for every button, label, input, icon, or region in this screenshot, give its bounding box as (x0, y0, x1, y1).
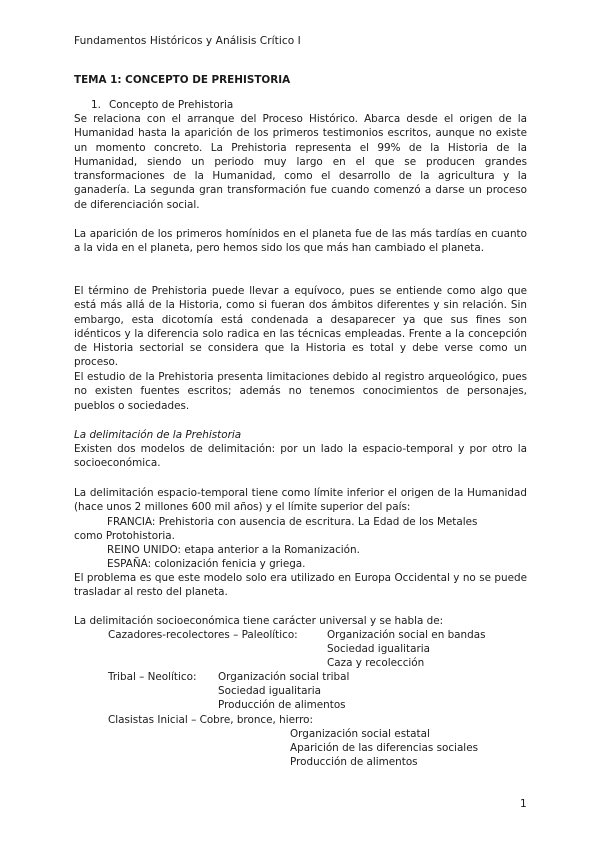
paragraph-spatial-temporal: La delimitación espacio-temporal tiene como límite inferior el origen de la Humanidad (hace unos 2 millones 600 mil años) y el límite superior del país: (74, 487, 527, 514)
list-item (74, 98, 527, 112)
chapter-title: TEMA 1: CONCEPTO DE PREHISTORIA (74, 74, 291, 86)
paragraph-problem: El problema es que este modelo solo era utilizado en Europa Occidental y no se puede trasladar al resto del planeta. (74, 572, 527, 599)
clasistas-item: Organización social estatal (290, 728, 430, 740)
cazadores-item: Caza y recolección (327, 657, 425, 669)
paragraph-definition: Se relaciona con el arranque del Proceso Histórico. Abarca desde el origen de la Humanidad hasta la aparición de los primeros testimonios escritos, aunque no existe un momento concreto. La Prehistoria representa el 99% de la Historia de la Humanidad, siendo un periodo muy largo en el que se producen grandes transformaciones de la Humanidad, como el desarrollo de la agricultura y la ganadería. La segunda gran transformación fue cuando comenzó a darse un proceso de diferenciación social. (74, 113, 527, 211)
paragraph-term: El término de Prehistoria puede llevar a equívoco, pues se entiende como algo que está más allá de la Historia, como si fueran dos ámbitos diferentes y sin relación. Sin embargo, esta dicotomía está condenada a desaparecer ya que sus fines son idénticos y la diferencia solo radica en las técnicas empleadas. Frente a la concepción de Historia sectorial se considera que la Historia es total y debe verse como un proceso. (74, 285, 527, 369)
category-tribal: Tribal – Neolítico: (108, 671, 197, 683)
tribal-item: Organización social tribal (218, 671, 350, 683)
country-francia-cont: como Protohistoria. (74, 530, 175, 542)
page-number: 1 (520, 798, 527, 810)
paragraph-models: Existen dos modelos de delimitación: por un lado la espacio-temporal y por otro la socioeconómica. (74, 443, 527, 470)
country-espana: ESPAÑA: colonización fenicia y griega. (107, 558, 306, 570)
cazadores-item: Organización social en bandas (327, 629, 486, 641)
subheading: La delimitación de la Prehistoria (74, 429, 242, 441)
tribal-item: Producción de alimentos (218, 699, 346, 711)
country-francia: FRANCIA: Prehistoria con ausencia de escritura. La Edad de los Metales (107, 516, 478, 528)
category-cazadores: Cazadores-recolectores – Paleolítico: (108, 629, 298, 641)
list-item-label: Concepto de Prehistoria (109, 99, 234, 111)
running-header: Fundamentos Históricos y Análisis Crítico I (74, 35, 301, 47)
country-reino-unido: REINO UNIDO: etapa anterior a la Romanización. (107, 544, 360, 556)
cazadores-item: Sociedad igualitaria (327, 643, 430, 655)
category-clasistas: Clasistas Inicial – Cobre, bronce, hierro: (108, 714, 313, 726)
tribal-item: Sociedad igualitaria (218, 685, 321, 697)
clasistas-item: Producción de alimentos (290, 756, 418, 768)
paragraph-limitations: El estudio de la Prehistoria presenta limitaciones debido al registro arqueológico, pues no existen fuentes escritos; además no tenemos conocimientos de personajes, pueblos o sociedades. (74, 371, 527, 412)
paragraph-hominids: La aparición de los primeros homínidos en el planeta fue de las más tardías en cuanto a la vida en el planeta, pero hemos sido los que más han cambiado el planeta. (74, 228, 527, 255)
clasistas-item: Aparición de las diferencias sociales (290, 742, 479, 754)
list-number: 1. (91, 99, 101, 111)
paragraph-socioeconomic: La delimitación socioeconómica tiene carácter universal y se habla de: (74, 615, 444, 627)
